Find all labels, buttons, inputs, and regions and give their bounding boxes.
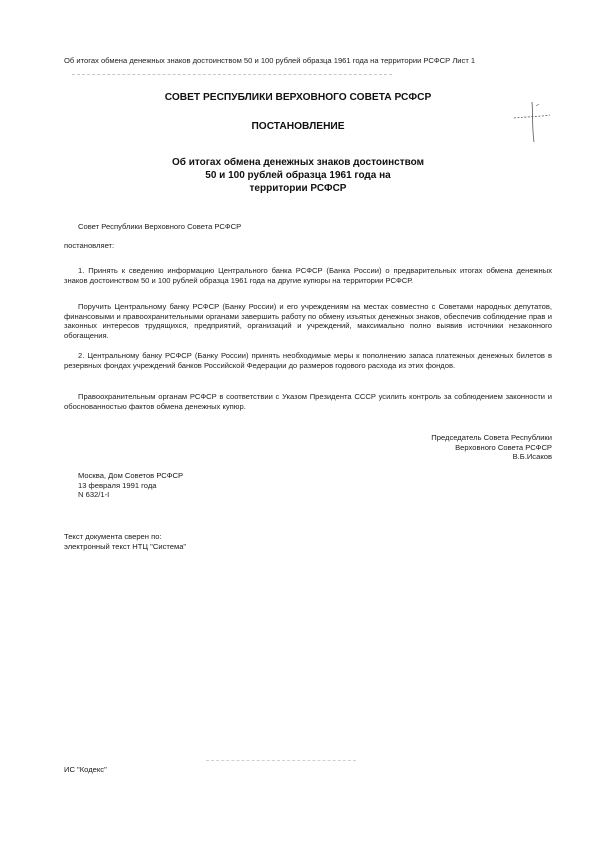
signatory-name: В.Б.Исаков <box>512 452 552 462</box>
title-line: территории РСФСР <box>249 183 347 194</box>
paragraph-4: Правоохранительным органам РСФСР в соответствии с Указом Президента СССР усилить контроль за соблюдением законности и обоснованностью фактов обмена денежных купюр. <box>64 392 552 411</box>
title-line: Об итогах обмена денежных знаков достоинством <box>172 157 424 168</box>
place: Москва, Дом Советов РСФСР <box>78 471 184 480</box>
document-number: N 632/1-I <box>78 490 110 500</box>
issuer-heading: СОВЕТ РЕСПУБЛИКИ ВЕРХОВНОГО СОВЕТА РСФСР <box>164 92 432 103</box>
paragraph-3: 2. Центральному банку РСФСР (Банку России) принять необходимые меры к пополнению запаса платежных денежных билетов в резервных фондах учреждений банков Российской Федерации до размеров годового расхода из этих фондов. <box>64 351 552 370</box>
paragraph-2: Поручить Центральному банку РСФСР (Банку России) и его учреждениям на местах совместно с Советами народных депутатов, финансовыми и правоохранительными органами завершить работу по обмену изъятых денежных знаков, обеспечив соблюдение прав и законных интересов трудящихся, предприятий, организаций и учреждений, максимально полно выявив источники незаконного обогащения. <box>64 302 552 341</box>
paragraph-1: 1. Принять к сведению информацию Центрального банка РСФСР (Банка России) о предварительных итогах обмена денежных знаков достоинством 50 и 100 рублей образца 1961 года на другие купюры на территории РСФСР. <box>64 266 552 285</box>
signature-block <box>380 433 552 462</box>
verification-line: электронный текст НТЦ "Система" <box>64 541 187 551</box>
intro-line: Совет Республики Верховного Совета РСФСР <box>78 222 242 231</box>
place-date-block <box>78 471 183 500</box>
signatory-position: Верховного Совета РСФСР <box>455 442 552 452</box>
footer-source: ИС "Кодекс" <box>64 765 107 774</box>
resolves-line: постановляет: <box>64 241 115 250</box>
document-title <box>0 156 596 195</box>
header-divider <box>72 74 392 75</box>
verification-line: Текст документа сверен по: <box>64 532 162 541</box>
title-line: 50 и 100 рублей образца 1961 года на <box>205 170 391 181</box>
running-header: Об итогах обмена денежных знаков достоинством 50 и 100 рублей образца 1961 года на территории РСФСР Лист 1 <box>64 56 476 65</box>
footer-divider <box>206 760 356 761</box>
signatory-position: Председатель Совета Республики <box>431 433 552 442</box>
date: 13 февраля 1991 года <box>78 480 157 490</box>
document-type-heading: ПОСТАНОВЛЕНИЕ <box>251 121 345 132</box>
verification-note <box>64 532 186 551</box>
